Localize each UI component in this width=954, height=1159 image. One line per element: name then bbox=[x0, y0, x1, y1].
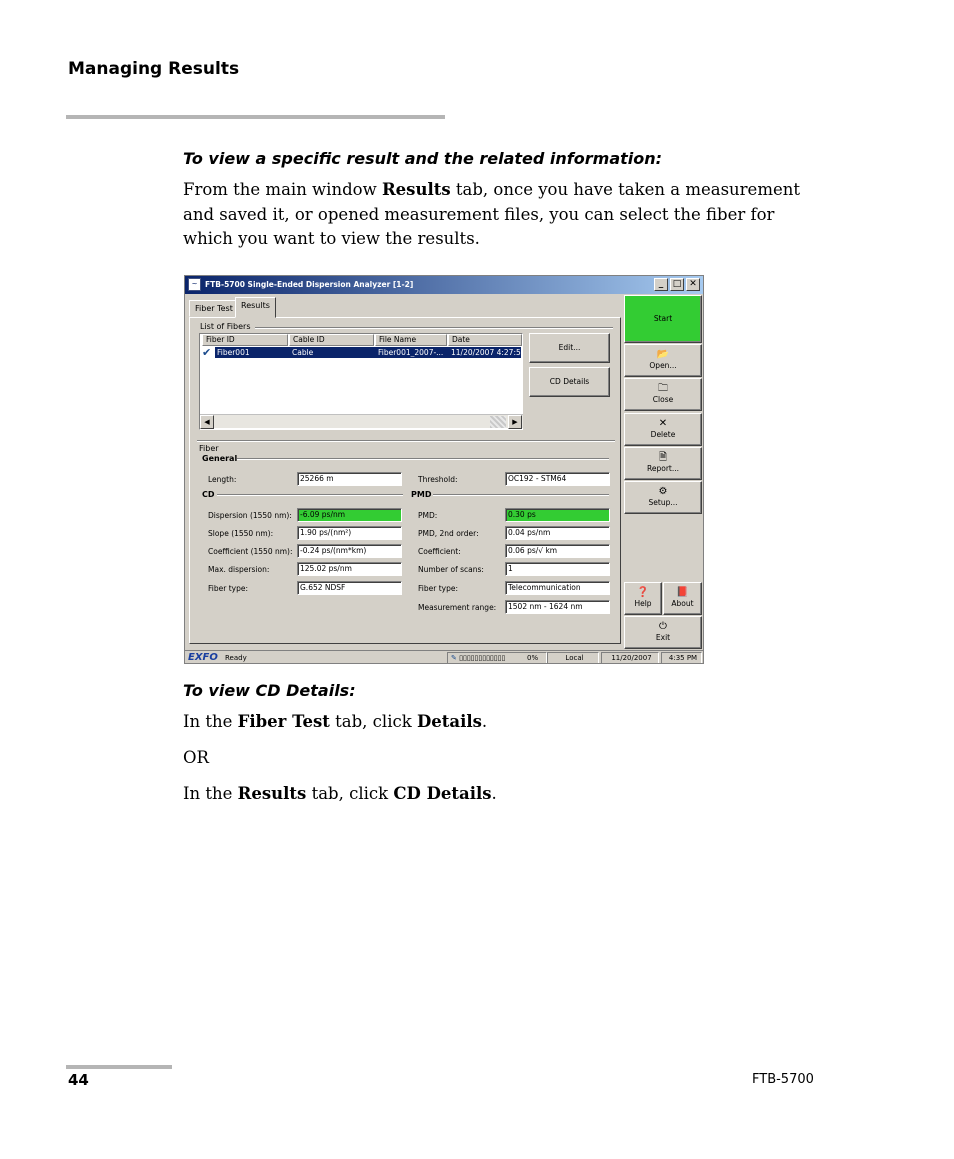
pmd-measurement-range-label: Measurement range: bbox=[418, 603, 497, 612]
header-rule bbox=[66, 115, 445, 119]
exfo-logo: EXFO bbox=[188, 652, 218, 663]
pmd-2nd-order-field: 0.04 ps/nm bbox=[505, 526, 610, 540]
product-name: FTB-5700 bbox=[752, 1072, 814, 1087]
help-icon: ❓ bbox=[636, 587, 650, 598]
pmd-fiber-type-label: Fiber type: bbox=[418, 584, 458, 593]
pmd-scans-field: 1 bbox=[505, 562, 610, 576]
exit-button[interactable] bbox=[624, 616, 702, 649]
status-bar bbox=[185, 650, 703, 664]
app-window-screenshot bbox=[184, 275, 704, 664]
cd-coefficient-field: -0.24 ps/(nm*km) bbox=[297, 544, 402, 558]
delete-button[interactable] bbox=[624, 413, 702, 446]
setup-icon: ⚙ bbox=[658, 486, 668, 497]
delete-x-icon: ✕ bbox=[658, 418, 668, 429]
delete-button-label: Delete bbox=[650, 430, 676, 439]
status-time: 4:35 PM bbox=[661, 652, 702, 664]
tab-fiber-test[interactable]: Fiber Test bbox=[189, 300, 239, 317]
checkmark-icon: ✔ bbox=[202, 346, 212, 359]
about-book-icon: 📕 bbox=[676, 587, 689, 598]
report-button[interactable] bbox=[624, 447, 702, 480]
group-divider bbox=[197, 440, 615, 442]
start-button[interactable]: Start bbox=[624, 295, 702, 343]
status-text: Ready bbox=[225, 654, 247, 662]
scroll-thumb[interactable] bbox=[490, 416, 506, 428]
pmd-coefficient-label: Coefficient: bbox=[418, 547, 461, 556]
group-divider bbox=[433, 494, 609, 496]
pmd-fiber-type-field: Telecommunication bbox=[505, 581, 610, 595]
length-field: 25266 m bbox=[297, 472, 402, 486]
cd-max-dispersion-field: 125.02 ps/nm bbox=[297, 562, 402, 576]
cd-slope-label: Slope (1550 nm): bbox=[208, 529, 274, 538]
cd-fiber-type-label: Fiber type: bbox=[208, 584, 248, 593]
pmd-measurement-range-field: 1502 nm - 1624 nm bbox=[505, 600, 610, 614]
status-progress-icon: ✎ bbox=[451, 654, 457, 662]
row-fiber-id: Fiber001 bbox=[217, 348, 250, 357]
length-label: Length: bbox=[208, 475, 237, 484]
pmd-label: PMD: bbox=[418, 511, 438, 520]
instruction-line-1: In the Fiber Test tab, click Details. bbox=[183, 712, 488, 731]
fiber-group-label: Fiber bbox=[199, 444, 219, 453]
pmd-field: 0.30 ps bbox=[505, 508, 610, 522]
column-header-date[interactable]: Date bbox=[448, 334, 522, 346]
scroll-right-arrow-icon[interactable]: ▶ bbox=[508, 415, 522, 429]
about-button-label: About bbox=[671, 599, 694, 608]
cd-dispersion-label: Dispersion (1550 nm): bbox=[208, 511, 292, 520]
group-divider bbox=[255, 327, 613, 329]
horizontal-scrollbar[interactable] bbox=[200, 414, 523, 428]
about-button[interactable] bbox=[663, 582, 702, 615]
scroll-left-arrow-icon[interactable]: ◀ bbox=[200, 415, 214, 429]
cd-slope-field: 1.90 ps/(nm²) bbox=[297, 526, 402, 540]
list-of-fibers-label: List of Fibers bbox=[200, 322, 251, 331]
folder-icon: 🗀 bbox=[658, 383, 668, 394]
edit-button[interactable]: Edit... bbox=[529, 333, 610, 363]
pmd-section-label: PMD bbox=[411, 490, 432, 499]
cd-fiber-type-field: G.652 NDSF bbox=[297, 581, 402, 595]
app-icon: ~ bbox=[188, 278, 201, 291]
open-folder-icon: 📂 bbox=[656, 349, 670, 360]
threshold-label: Threshold: bbox=[418, 475, 458, 484]
row-date: 11/20/2007 4:27:5 bbox=[451, 348, 521, 357]
pmd-coefficient-field: 0.06 ps/√ km bbox=[505, 544, 610, 558]
minimize-button[interactable]: _ bbox=[654, 278, 668, 291]
page-header-title: Managing Results bbox=[68, 59, 240, 79]
pmd-2nd-order-label: PMD, 2nd order: bbox=[418, 529, 479, 538]
page-number: 44 bbox=[68, 1071, 89, 1089]
column-header-cable-id[interactable]: Cable ID bbox=[289, 334, 374, 346]
threshold-field: OC192 - STM64 bbox=[505, 472, 610, 486]
close-window-button[interactable]: ✕ bbox=[686, 278, 700, 291]
or-text: OR bbox=[183, 748, 209, 767]
procedure-heading-view-result: To view a specific result and the related information: bbox=[183, 149, 663, 168]
cd-dispersion-field: -6.09 ps/nm bbox=[297, 508, 402, 522]
status-local: Local bbox=[547, 652, 599, 664]
row-file-name: Fiber001_2007-... bbox=[378, 348, 444, 357]
group-divider bbox=[237, 458, 609, 460]
close-button-label: Close bbox=[652, 395, 674, 404]
power-icon: ⏻ bbox=[659, 621, 667, 632]
column-header-fiber-id[interactable]: Fiber ID bbox=[202, 334, 288, 346]
general-section-label: General bbox=[202, 454, 238, 463]
open-button[interactable] bbox=[624, 344, 702, 377]
window-titlebar bbox=[185, 276, 703, 294]
intro-paragraph: From the main window Results tab, once you have taken a measurement and saved it, or opened measurement files, you can select the fiber for which you want to view the results. bbox=[183, 180, 800, 248]
setup-button[interactable] bbox=[624, 481, 702, 514]
status-percent: 0% bbox=[527, 654, 539, 662]
cd-details-button[interactable]: CD Details bbox=[529, 367, 610, 397]
cd-section-label: CD bbox=[202, 490, 215, 499]
status-progress-bar: ▯▯▯▯▯▯▯▯▯▯▯▯ bbox=[459, 654, 506, 662]
row-cable-id: Cable bbox=[292, 348, 314, 357]
open-button-label: Open... bbox=[649, 361, 677, 370]
cd-coefficient-label: Coefficient (1550 nm): bbox=[208, 547, 293, 556]
window-title: FTB-5700 Single-Ended Dispersion Analyzer [1-2] bbox=[205, 280, 414, 289]
exit-button-label: Exit bbox=[655, 633, 671, 642]
tab-results[interactable]: Results bbox=[235, 297, 276, 318]
setup-button-label: Setup... bbox=[648, 498, 678, 507]
report-button-label: Report... bbox=[646, 464, 679, 473]
group-divider bbox=[217, 494, 403, 496]
column-header-file-name[interactable]: File Name bbox=[375, 334, 447, 346]
status-date: 11/20/2007 bbox=[601, 652, 659, 664]
pmd-scans-label: Number of scans: bbox=[418, 565, 484, 574]
report-document-icon: 🗎 bbox=[658, 452, 668, 463]
maximize-button[interactable]: □ bbox=[670, 278, 684, 291]
help-button[interactable] bbox=[624, 582, 662, 615]
instruction-line-2: In the Results tab, click CD Details. bbox=[183, 784, 497, 803]
procedure-heading-cd-details: To view CD Details: bbox=[183, 681, 356, 700]
help-button-label: Help bbox=[634, 599, 652, 608]
close-button[interactable] bbox=[624, 378, 702, 411]
cd-max-dispersion-label: Max. dispersion: bbox=[208, 565, 270, 574]
footer-rule bbox=[66, 1065, 172, 1069]
